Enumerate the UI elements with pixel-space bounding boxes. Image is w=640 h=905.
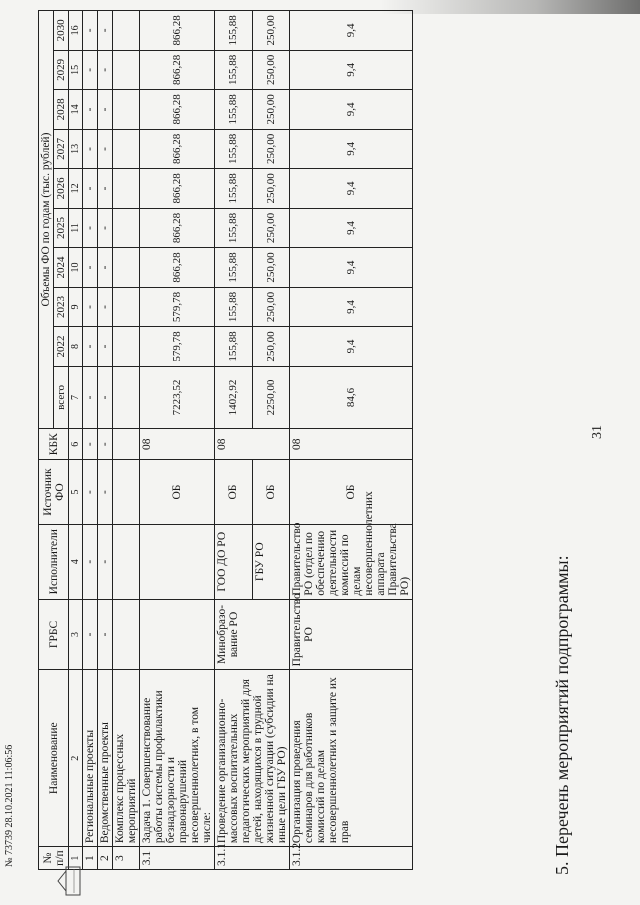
document-footer: № 73739 28.10.2021 11:06:56 (4, 744, 15, 867)
row-num: 3.1 (140, 847, 215, 870)
dash-cell: - (98, 50, 113, 90)
dash-cell: - (83, 90, 98, 130)
year-cell: 250,00 (252, 129, 290, 169)
grbs-cell: Правительство РО (290, 599, 413, 670)
item-row (290, 11, 413, 870)
year-cell: 250,00 (252, 248, 290, 288)
index-cell: 14 (69, 90, 83, 130)
dash-cell: - (83, 366, 98, 428)
table-row (113, 11, 140, 870)
header-year: 2028 (54, 90, 69, 130)
year-cell: 155,88 (215, 50, 253, 90)
header-kbk: КБК (39, 429, 69, 460)
kbk-cell: 08 (140, 429, 215, 460)
index-cell: 10 (69, 248, 83, 288)
year-cell: 866,28 (140, 169, 215, 209)
year-cell: 866,28 (140, 90, 215, 130)
dash-cell: - (98, 429, 113, 460)
year-cell: 579,78 (140, 327, 215, 367)
year-cell: 9,4 (290, 169, 413, 209)
index-cell: 3 (69, 599, 83, 670)
year-cell: 866,28 (140, 248, 215, 288)
header-year: 2022 (54, 327, 69, 367)
total-cell: 84,6 (290, 366, 413, 428)
dash-cell: - (98, 169, 113, 209)
year-cell: 155,88 (215, 208, 253, 248)
dash-cell: - (98, 524, 113, 599)
dash-cell: - (98, 208, 113, 248)
year-cell: 866,28 (140, 50, 215, 90)
row-num: 3.1.2 (290, 847, 413, 870)
year-cell: 866,28 (140, 208, 215, 248)
kbk-cell: 08 (215, 429, 290, 460)
table-row (98, 11, 113, 870)
item-row (215, 11, 253, 870)
header-volumes: Объемы ФО по годам (тыс. рублей) (39, 11, 54, 429)
dash-cell: - (98, 287, 113, 327)
row-num: 2 (98, 847, 113, 870)
executor-cell: ГОО ДО РО (215, 524, 253, 599)
year-cell: 250,00 (252, 169, 290, 209)
page-number: 31 (590, 425, 605, 439)
dash-cell: - (83, 129, 98, 169)
year-cell: 250,00 (252, 50, 290, 90)
total-cell: 7223,52 (140, 366, 215, 428)
grbs-cell: Минобразо-вание РО (215, 599, 290, 670)
dash-cell: - (83, 11, 98, 51)
measures-table-body (38, 10, 413, 870)
index-cell: 2 (69, 670, 83, 847)
index-cell: 1 (69, 847, 83, 870)
year-cell: 250,00 (252, 287, 290, 327)
year-cell: 155,88 (215, 248, 253, 288)
dash-cell: - (98, 599, 113, 670)
year-cell: 155,88 (215, 11, 253, 51)
index-cell: 7 (69, 366, 83, 428)
row-num: 3 (113, 847, 140, 870)
header-executors: Исполнители (39, 524, 69, 599)
stamp-icon (52, 863, 88, 899)
header-year: 2027 (54, 129, 69, 169)
dash-cell: - (83, 599, 98, 670)
year-cell: 579,78 (140, 287, 215, 327)
total-cell: 1402,92 (215, 366, 253, 428)
dash-cell: - (83, 169, 98, 209)
index-cell: 6 (69, 429, 83, 460)
year-cell: 9,4 (290, 327, 413, 367)
dash-cell: - (83, 248, 98, 288)
header-source: Источник ФО (39, 460, 69, 524)
index-cell: 5 (69, 460, 83, 524)
year-cell: 9,4 (290, 11, 413, 51)
header-year: 2029 (54, 50, 69, 90)
executor-cell: ГБУ РО (252, 524, 290, 599)
index-cell: 16 (69, 11, 83, 51)
dash-cell: - (83, 327, 98, 367)
index-cell: 12 (69, 169, 83, 209)
year-cell: 155,88 (215, 327, 253, 367)
dash-cell: - (98, 366, 113, 428)
year-cell: 9,4 (290, 287, 413, 327)
year-cell: 250,00 (252, 11, 290, 51)
table-row (83, 11, 98, 870)
index-cell: 13 (69, 129, 83, 169)
header-year: 2025 (54, 208, 69, 248)
index-cell: 8 (69, 327, 83, 367)
header-grbs: ГРБС (39, 599, 69, 670)
header-year: 2026 (54, 169, 69, 209)
year-cell: 9,4 (290, 248, 413, 288)
header-total: всего (54, 366, 69, 428)
dash-cell: - (83, 429, 98, 460)
index-cell: 9 (69, 287, 83, 327)
row-name: Региональные проекты (83, 670, 98, 847)
year-cell: 155,88 (215, 169, 253, 209)
row-name: Комплекс процессных мероприятий (113, 670, 140, 847)
kbk-cell: 08 (290, 429, 413, 460)
item-name: Организация проведения семинаров для работников комиссий по делам несовершеннолетних и защите их прав (290, 670, 413, 847)
year-cell: 155,88 (215, 287, 253, 327)
dash-cell: - (83, 50, 98, 90)
source-cell: ОБ (215, 460, 253, 524)
year-cell: 250,00 (252, 90, 290, 130)
item-name: Проведение организационно-массовых воспитательных педагогических мероприятий для детей, находящихся в трудной жизненной ситуации (субсидии на иные цели ГБУ РО) (215, 670, 290, 847)
year-cell: 9,4 (290, 90, 413, 130)
dash-cell: - (98, 11, 113, 51)
dash-cell: - (83, 460, 98, 524)
year-cell: 155,88 (215, 90, 253, 130)
year-cell: 866,28 (140, 11, 215, 51)
index-cell: 15 (69, 50, 83, 90)
year-cell: 9,4 (290, 50, 413, 90)
row-name: Ведомственные проекты (98, 670, 113, 847)
dash-cell: - (83, 524, 98, 599)
source-cell: ОБ (290, 460, 413, 524)
source-cell: ОБ (140, 460, 215, 524)
index-cell: 4 (69, 524, 83, 599)
index-cell: 11 (69, 208, 83, 248)
row-num: 3.1.1 (215, 847, 290, 870)
year-cell: 155,88 (215, 129, 253, 169)
dash-cell: - (98, 248, 113, 288)
year-cell: 250,00 (252, 327, 290, 367)
section-title: 5. Перечень мероприятий подпрограммы: (552, 555, 572, 875)
header-name: Наименование (39, 670, 69, 847)
year-cell: 250,00 (252, 208, 290, 248)
header-year: 2023 (54, 287, 69, 327)
executor-cell: Правительство РО (отдел по обеспечению деятельности комиссий по делам несовершеннолетних аппарата Правительства РО) (290, 524, 413, 599)
dash-cell: - (98, 460, 113, 524)
index-row (69, 11, 83, 870)
dash-cell: - (83, 208, 98, 248)
header-year: 2030 (54, 11, 69, 51)
year-cell: 9,4 (290, 129, 413, 169)
dash-cell: - (83, 287, 98, 327)
dash-cell: - (98, 327, 113, 367)
year-cell: 866,28 (140, 129, 215, 169)
dash-cell: - (98, 129, 113, 169)
task-row (140, 11, 215, 870)
dash-cell: - (98, 90, 113, 130)
header-num: № п/п (39, 847, 69, 870)
header-year: 2024 (54, 248, 69, 288)
source-cell: ОБ (252, 460, 290, 524)
year-cell: 9,4 (290, 208, 413, 248)
row-num: 1 (83, 847, 98, 870)
task-name: Задача 1. Совершенствование работы системы профилактики безнадзорности и правонарушений несовершеннолетних, в том числе: (140, 670, 215, 847)
total-cell: 2250,00 (252, 366, 290, 428)
